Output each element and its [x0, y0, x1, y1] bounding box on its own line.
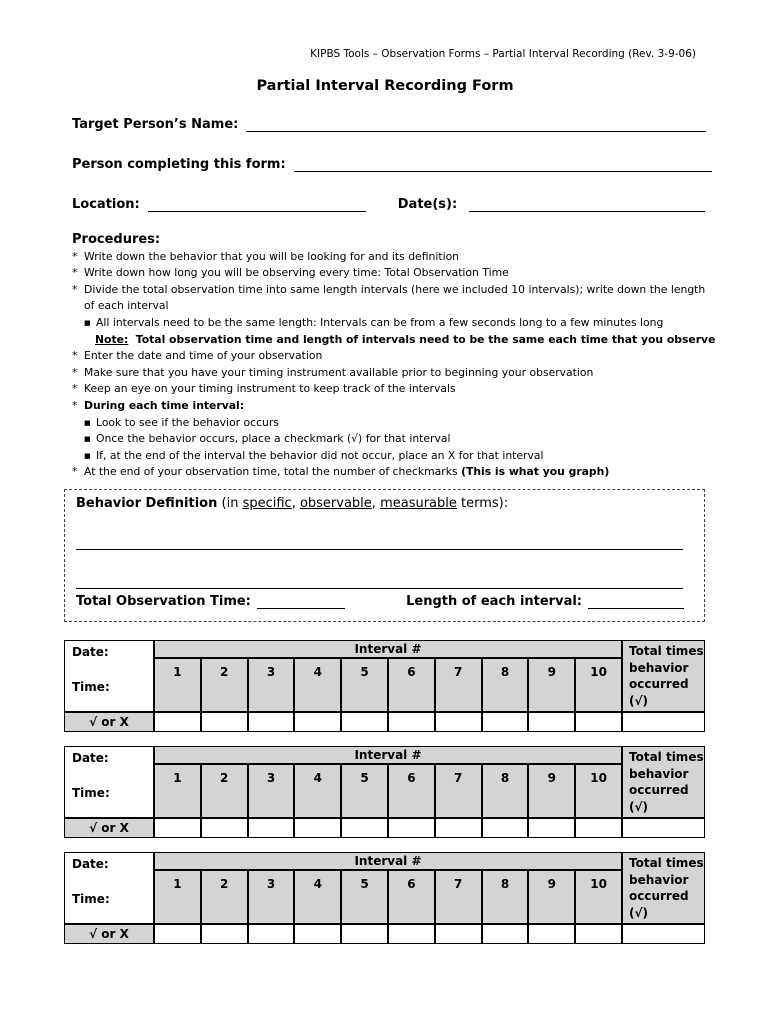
interval-number: 4 — [294, 658, 341, 712]
check-cell[interactable] — [341, 712, 388, 732]
interval-number: 7 — [435, 658, 482, 712]
check-cell[interactable] — [435, 818, 482, 838]
procedure-note: Note: Total observation time and length of intervals need to be the same each time that you observe — [95, 332, 716, 346]
procedure-item: * Enter the date and time of your observation — [72, 349, 323, 363]
completer-row — [72, 157, 712, 172]
check-cell[interactable] — [248, 712, 295, 732]
procedure-subitem: ■ Once the behavior occurs, place a checkmark (√) for that interval — [84, 432, 451, 446]
procedures-title: Procedures: — [72, 232, 161, 247]
interval-number: 10 — [575, 764, 622, 818]
interval-number: 2 — [201, 658, 248, 712]
interval-number: 8 — [482, 764, 529, 818]
procedure-item: * Write down the behavior that you will be looking for and its definition — [72, 249, 460, 263]
check-cell[interactable] — [575, 712, 622, 732]
target-name-input[interactable] — [246, 118, 706, 132]
interval-number: 2 — [201, 764, 248, 818]
completer-input[interactable] — [294, 158, 712, 172]
observation-row — [76, 594, 684, 609]
check-cell[interactable] — [248, 924, 295, 944]
interval-number: 6 — [388, 764, 435, 818]
procedure-item: * Keep an eye on your timing instrument to keep track of the intervals — [72, 382, 456, 396]
date-time-cell[interactable] — [64, 746, 154, 818]
total-observation-input[interactable] — [257, 596, 345, 609]
interval-number: 1 — [154, 870, 201, 924]
interval-number: 3 — [248, 658, 295, 712]
interval-number: 1 — [154, 658, 201, 712]
date-label: Date: — [72, 645, 109, 659]
total-header: Total times behavior occurred (√) — [622, 746, 705, 818]
check-cell[interactable] — [341, 818, 388, 838]
form-title: Partial Interval Recording Form — [256, 78, 514, 94]
interval-number: 3 — [248, 870, 295, 924]
interval-number: 5 — [341, 764, 388, 818]
procedure-item: * At the end of your observation time, total the number of checkmarks (This is what you graph) — [72, 465, 610, 479]
interval-number: 3 — [248, 764, 295, 818]
interval-table — [64, 852, 705, 944]
interval-length-input[interactable] — [588, 596, 684, 609]
check-cell[interactable] — [575, 924, 622, 944]
dates-input[interactable] — [469, 198, 705, 212]
interval-number: 5 — [341, 870, 388, 924]
procedure-item: * Write down how long you will be observing every time: Total Observation Time — [72, 266, 509, 280]
interval-number: 9 — [528, 870, 575, 924]
interval-number: 6 — [388, 658, 435, 712]
check-cell[interactable] — [154, 818, 201, 838]
interval-header: Interval # — [154, 640, 622, 658]
total-header: Total times behavior occurred (√) — [622, 852, 705, 924]
check-cell[interactable] — [154, 712, 201, 732]
check-cell[interactable] — [575, 818, 622, 838]
interval-table — [64, 640, 705, 732]
check-cell[interactable] — [248, 818, 295, 838]
interval-number: 5 — [341, 658, 388, 712]
location-label: Location: — [72, 197, 140, 212]
check-or-x-label: √ or X — [64, 712, 154, 732]
interval-number: 1 — [154, 764, 201, 818]
dates-label: Date(s): — [397, 197, 458, 212]
behavior-definition-line[interactable] — [76, 549, 683, 550]
check-cell[interactable] — [201, 924, 248, 944]
procedures — [72, 232, 722, 481]
total-count-cell[interactable] — [622, 818, 705, 838]
check-cell[interactable] — [528, 818, 575, 838]
interval-number: 6 — [388, 870, 435, 924]
behavior-definition-title: Behavior Definition (in specific, observable, measurable terms): — [76, 496, 509, 511]
procedure-item: * Divide the total observation time into same length intervals (here we included 10 intervals); write down the length — [72, 282, 706, 296]
date-time-cell[interactable] — [64, 852, 154, 924]
check-or-x-label: √ or X — [64, 924, 154, 944]
header-note: KIPBS Tools – Observation Forms – Partial Interval Recording (Rev. 3-9-06) — [310, 48, 696, 60]
check-cell[interactable] — [341, 924, 388, 944]
total-count-cell[interactable] — [622, 924, 705, 944]
target-name-label: Target Person’s Name: — [72, 117, 239, 132]
check-cell[interactable] — [388, 924, 435, 944]
check-cell[interactable] — [528, 712, 575, 732]
procedure-subitem: ■ If, at the end of the interval the behavior did not occur, place an X for that interval — [84, 448, 544, 462]
check-cell[interactable] — [482, 712, 529, 732]
total-header: Total times behavior occurred (√) — [622, 640, 705, 712]
interval-number: 4 — [294, 764, 341, 818]
interval-header: Interval # — [154, 852, 622, 870]
behavior-definition-line[interactable] — [76, 588, 683, 589]
interval-number: 9 — [528, 764, 575, 818]
check-cell[interactable] — [528, 924, 575, 944]
check-cell[interactable] — [482, 924, 529, 944]
check-cell[interactable] — [388, 712, 435, 732]
check-cell[interactable] — [154, 924, 201, 944]
interval-number: 10 — [575, 870, 622, 924]
check-or-x-label: √ or X — [64, 818, 154, 838]
check-cell[interactable] — [294, 712, 341, 732]
interval-table — [64, 746, 705, 838]
check-cell[interactable] — [435, 712, 482, 732]
total-count-cell[interactable] — [622, 712, 705, 732]
procedure-subitem: ■ All intervals need to be the same length: Intervals can be from a few seconds long to a few minutes long — [84, 315, 664, 329]
interval-number: 8 — [482, 658, 529, 712]
procedure-item: * Make sure that you have your timing instrument available prior to beginning your observation — [72, 365, 594, 379]
date-label: Date: — [72, 751, 109, 765]
date-time-cell[interactable] — [64, 640, 154, 712]
procedure-item-continued: of each interval — [84, 299, 169, 313]
interval-number: 2 — [201, 870, 248, 924]
procedure-subitem: ■ Look to see if the behavior occurs — [84, 415, 279, 429]
interval-number: 4 — [294, 870, 341, 924]
check-cell[interactable] — [201, 712, 248, 732]
location-row — [72, 197, 705, 212]
completer-label: Person completing this form: — [72, 157, 286, 172]
check-cell[interactable] — [201, 818, 248, 838]
time-label: Time: — [72, 892, 110, 906]
check-cell[interactable] — [294, 818, 341, 838]
interval-number: 10 — [575, 658, 622, 712]
time-label: Time: — [72, 680, 110, 694]
check-cell[interactable] — [435, 924, 482, 944]
interval-number: 8 — [482, 870, 529, 924]
interval-number: 9 — [528, 658, 575, 712]
check-cell[interactable] — [388, 818, 435, 838]
time-label: Time: — [72, 786, 110, 800]
check-cell[interactable] — [482, 818, 529, 838]
total-observation-label: Total Observation Time: — [76, 594, 251, 609]
interval-number: 7 — [435, 870, 482, 924]
procedure-item: * During each time interval: — [72, 398, 245, 412]
check-cell[interactable] — [294, 924, 341, 944]
interval-number: 7 — [435, 764, 482, 818]
target-name-row — [72, 117, 706, 132]
interval-length-label: Length of each interval: — [406, 594, 582, 609]
date-label: Date: — [72, 857, 109, 871]
interval-header: Interval # — [154, 746, 622, 764]
location-input[interactable] — [148, 198, 366, 212]
